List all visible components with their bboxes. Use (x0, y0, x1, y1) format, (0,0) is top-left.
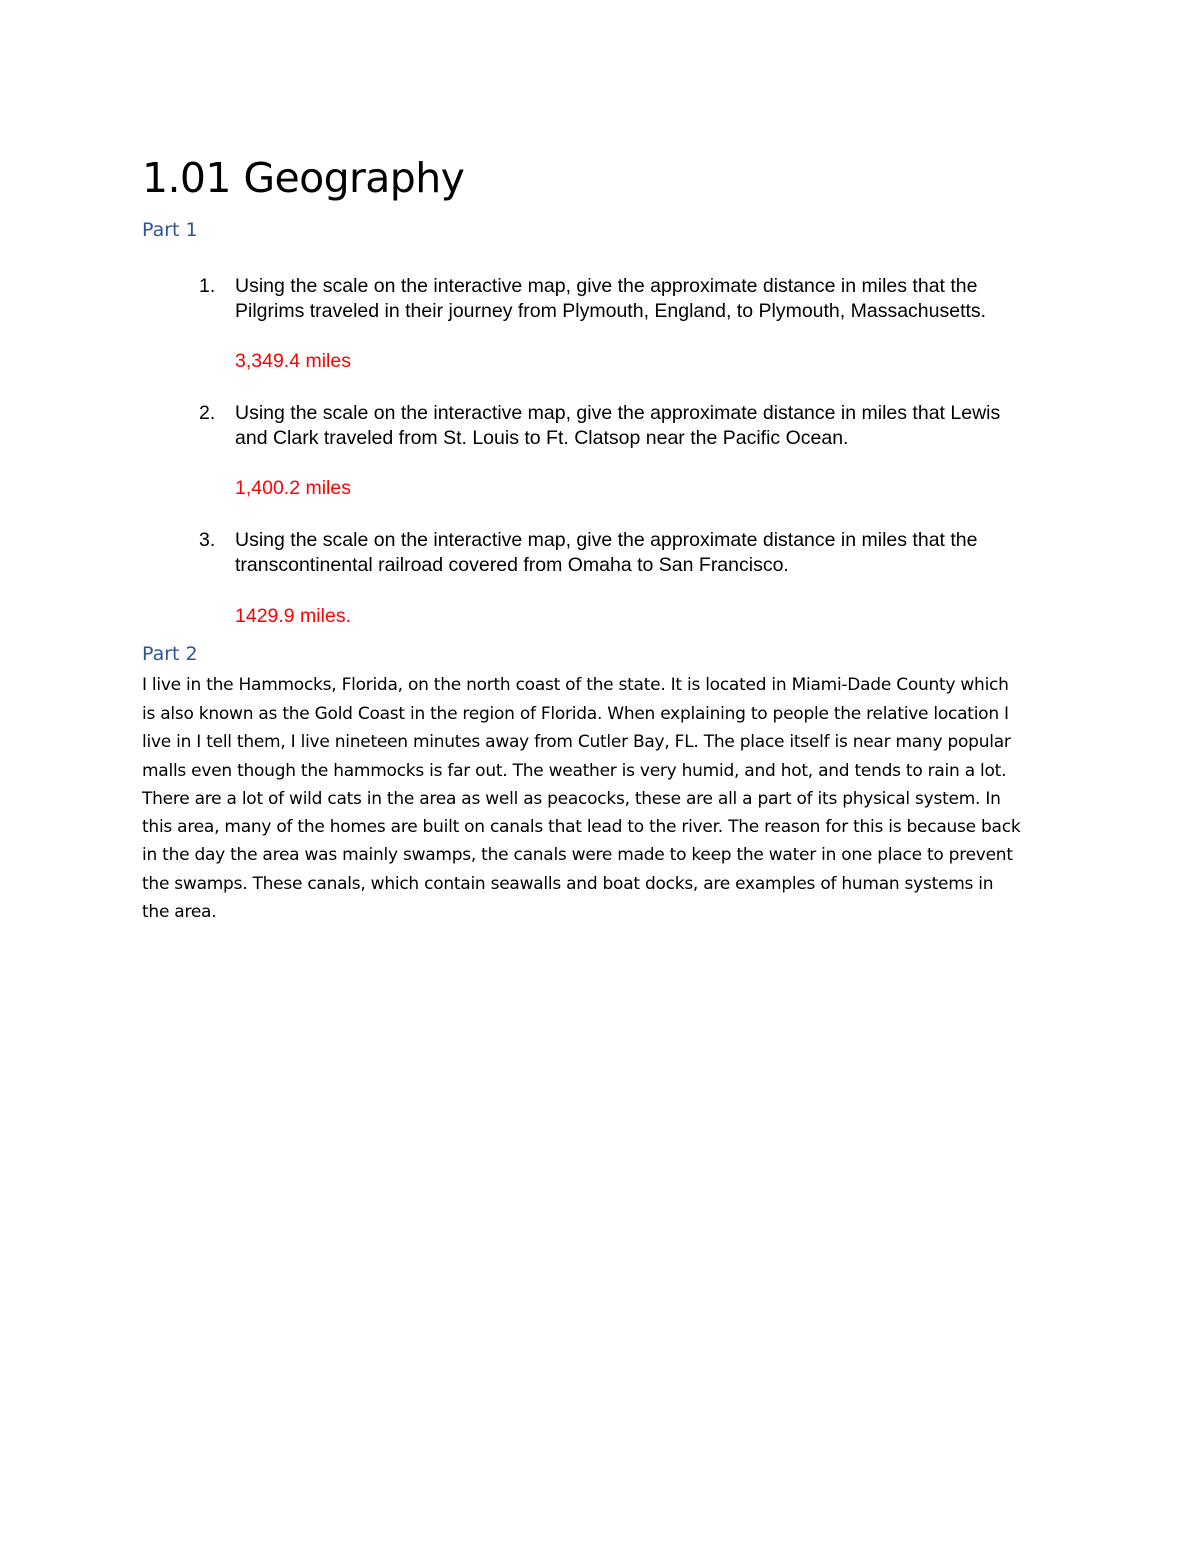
question-3-line-1: Using the scale on the interactive map, give the approximate distance in miles that the (235, 529, 978, 551)
part-2-heading: Part 2 (142, 643, 198, 665)
question-2-number: 2. (199, 402, 216, 424)
paragraph-line: the area. (142, 902, 217, 922)
question-3-number: 3. (199, 529, 216, 551)
part-1-heading: Part 1 (142, 219, 198, 241)
paragraph-line: live in I tell them, I live nineteen minutes away from Cutler Bay, FL. The place itself is near many popular (142, 732, 1011, 752)
paragraph-line: this area, many of the homes are built on canals that lead to the river. The reason for this is because back (142, 817, 1021, 837)
question-2-line-1: Using the scale on the interactive map, give the approximate distance in miles that Lewis (235, 402, 1001, 424)
paragraph-line: There are a lot of wild cats in the area as well as peacocks, these are all a part of its physical system. In (142, 789, 1001, 809)
question-1-number: 1. (199, 275, 216, 297)
question-1-line-1: Using the scale on the interactive map, give the approximate distance in miles that the (235, 275, 978, 297)
question-1-line-2: Pilgrims traveled in their journey from Plymouth, England, to Plymouth, Massachusetts. (235, 300, 987, 322)
document-title: 1.01 Geography (142, 154, 465, 202)
paragraph-line: malls even though the hammocks is far out. The weather is very humid, and hot, and tends to rain a lot. (142, 761, 1007, 781)
paragraph-line: in the day the area was mainly swamps, the canals were made to keep the water in one place to prevent (142, 845, 1013, 865)
paragraph-line: is also known as the Gold Coast in the region of Florida. When explaining to people the relative location I (142, 704, 1009, 724)
question-3-line-2: transcontinental railroad covered from Omaha to San Francisco. (235, 554, 789, 576)
paragraph-line: I live in the Hammocks, Florida, on the north coast of the state. It is located in Miami-Dade County which (142, 675, 1009, 695)
question-1-answer: 3,349.4 miles (235, 350, 351, 372)
question-2-line-2: and Clark traveled from St. Louis to Ft. Clatsop near the Pacific Ocean. (235, 427, 849, 449)
question-2-answer: 1,400.2 miles (235, 477, 351, 499)
question-3-answer: 1429.9 miles. (235, 605, 351, 627)
paragraph-line: the swamps. These canals, which contain seawalls and boat docks, are examples of human systems in (142, 874, 994, 894)
